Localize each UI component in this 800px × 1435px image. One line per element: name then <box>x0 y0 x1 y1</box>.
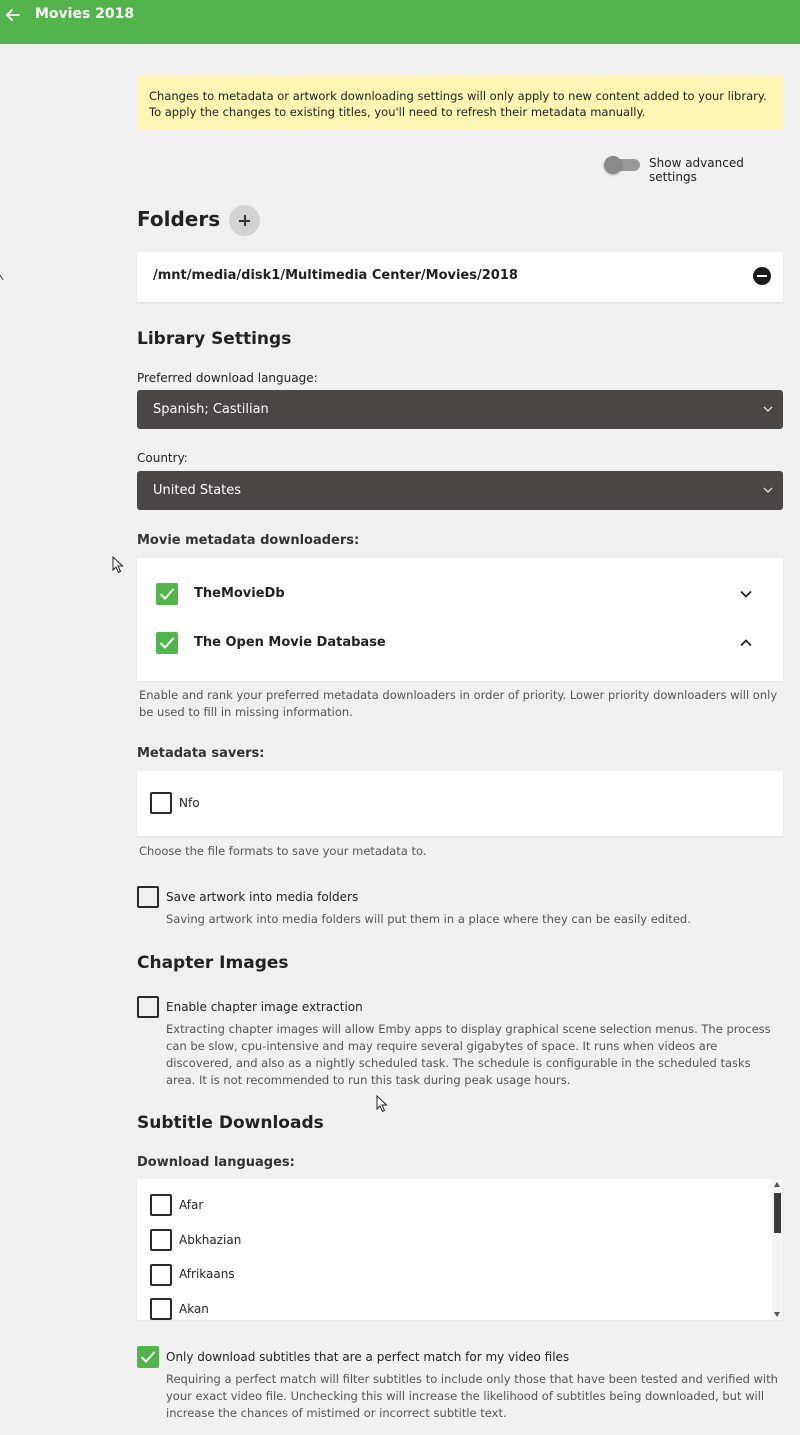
country-value: United States <box>153 483 242 498</box>
page-title: Movies 2018 <box>35 6 135 22</box>
checkbox-chapter-extraction[interactable] <box>137 996 159 1018</box>
scroll-thumb[interactable] <box>774 1193 781 1233</box>
mouse-pointer-icon <box>112 556 124 574</box>
downloader-name: TheMovieDb <box>194 586 285 601</box>
perfect-match-help: Requiring a perfect match will filter subtitles to include only those that have been tested and verified with your exact video file. Unchecking this will increase the likelihood of subtitles being downloaded, but will increase the chances of mistimed or incorrect subtitle text. <box>166 1372 778 1420</box>
advanced-settings-toggle[interactable] <box>606 154 786 184</box>
language-name: Abkhazian <box>179 1233 242 1247</box>
save-artwork-label: Save artwork into media folders <box>166 890 359 904</box>
checkbox-save-artwork[interactable] <box>137 886 159 908</box>
chevron-down-icon <box>763 405 773 413</box>
minus-circle-icon[interactable] <box>753 267 771 285</box>
checkbox-language[interactable] <box>150 1264 172 1286</box>
check-icon <box>159 636 175 650</box>
toggle-knob[interactable] <box>604 156 622 174</box>
checkbox-perfect-match[interactable] <box>137 1346 159 1368</box>
scroll-down-icon[interactable] <box>774 1312 780 1317</box>
toggle-label: Show advanced settings <box>649 156 744 184</box>
folder-item <box>137 252 783 302</box>
language-name: Afrikaans <box>179 1267 235 1281</box>
language-select[interactable] <box>137 390 783 429</box>
scroll-up-icon[interactable] <box>774 1182 780 1187</box>
savers-help: Choose the file formats to save your metadata to. <box>139 844 427 858</box>
language-name: Afar <box>179 1198 204 1212</box>
downloaders-help: Enable and rank your preferred metadata downloaders in order of priority. Lower priority downloaders will only be used to fill in missing information. <box>139 688 778 719</box>
country-select[interactable] <box>137 471 783 510</box>
folder-path: /mnt/media/disk1/Multimedia Center/Movies/2018 <box>153 268 518 283</box>
language-label: Preferred download language: <box>137 371 318 385</box>
checkbox-language[interactable] <box>150 1229 172 1251</box>
check-icon <box>159 587 175 601</box>
save-artwork-help: Saving artwork into media folders will put them in a place where they can be easily edited. <box>166 912 691 926</box>
download-languages-label: Download languages: <box>137 1155 295 1170</box>
checkbox-nfo[interactable] <box>150 792 172 814</box>
metadata-notice: Changes to metadata or artwork downloading settings will only apply to new content added to your library. To apply the changes to existing titles, you'll need to refresh their metadata manually. <box>137 75 783 130</box>
metadata-savers-label: Metadata savers: <box>137 746 265 761</box>
metadata-savers-list <box>137 771 783 836</box>
library-settings-heading: Library Settings <box>137 329 292 349</box>
subtitle-languages-list[interactable] <box>137 1179 783 1320</box>
check-icon <box>140 1350 156 1364</box>
metadata-downloaders-list <box>137 558 783 681</box>
saver-name: Nfo <box>179 796 200 810</box>
checkbox-omdb[interactable] <box>156 632 178 654</box>
header-bar <box>0 0 800 44</box>
checkbox-language[interactable] <box>150 1194 172 1216</box>
language-name: Akan <box>179 1302 209 1316</box>
chapter-extraction-help: Extracting chapter images will allow Emby apps to display graphical scene selection menus. The process can be slow, cpu-intensive and may require several gigabytes of space. It runs when videos are discovered, and also as a nightly scheduled task. The schedule is configurable in the scheduled tasks area. It is not recommended to run this task during peak usage hours. <box>166 1022 771 1087</box>
edge-artifact-icon <box>0 266 4 272</box>
chapter-extraction-label: Enable chapter image extraction <box>166 1000 363 1014</box>
checkbox-language[interactable] <box>150 1298 172 1320</box>
subtitle-downloads-heading: Subtitle Downloads <box>137 1113 324 1133</box>
arrow-left-icon[interactable] <box>4 6 22 24</box>
perfect-match-label: Only download subtitles that are a perfect match for my video files <box>166 1350 570 1364</box>
mouse-pointer-icon <box>376 1095 388 1113</box>
chapter-images-heading: Chapter Images <box>137 953 289 973</box>
folders-heading: Folders <box>137 207 221 231</box>
chevron-down-icon[interactable] <box>740 590 752 598</box>
add-folder-button[interactable] <box>229 205 260 236</box>
checkbox-themoviedb[interactable] <box>156 583 178 605</box>
chevron-down-icon <box>763 486 773 494</box>
metadata-downloaders-label: Movie metadata downloaders: <box>137 533 360 548</box>
language-value: Spanish; Castilian <box>153 402 269 417</box>
country-label: Country: <box>137 451 188 465</box>
chevron-up-icon[interactable] <box>740 639 752 647</box>
list-scrollbar[interactable] <box>772 1179 783 1320</box>
downloader-name: The Open Movie Database <box>194 635 386 650</box>
